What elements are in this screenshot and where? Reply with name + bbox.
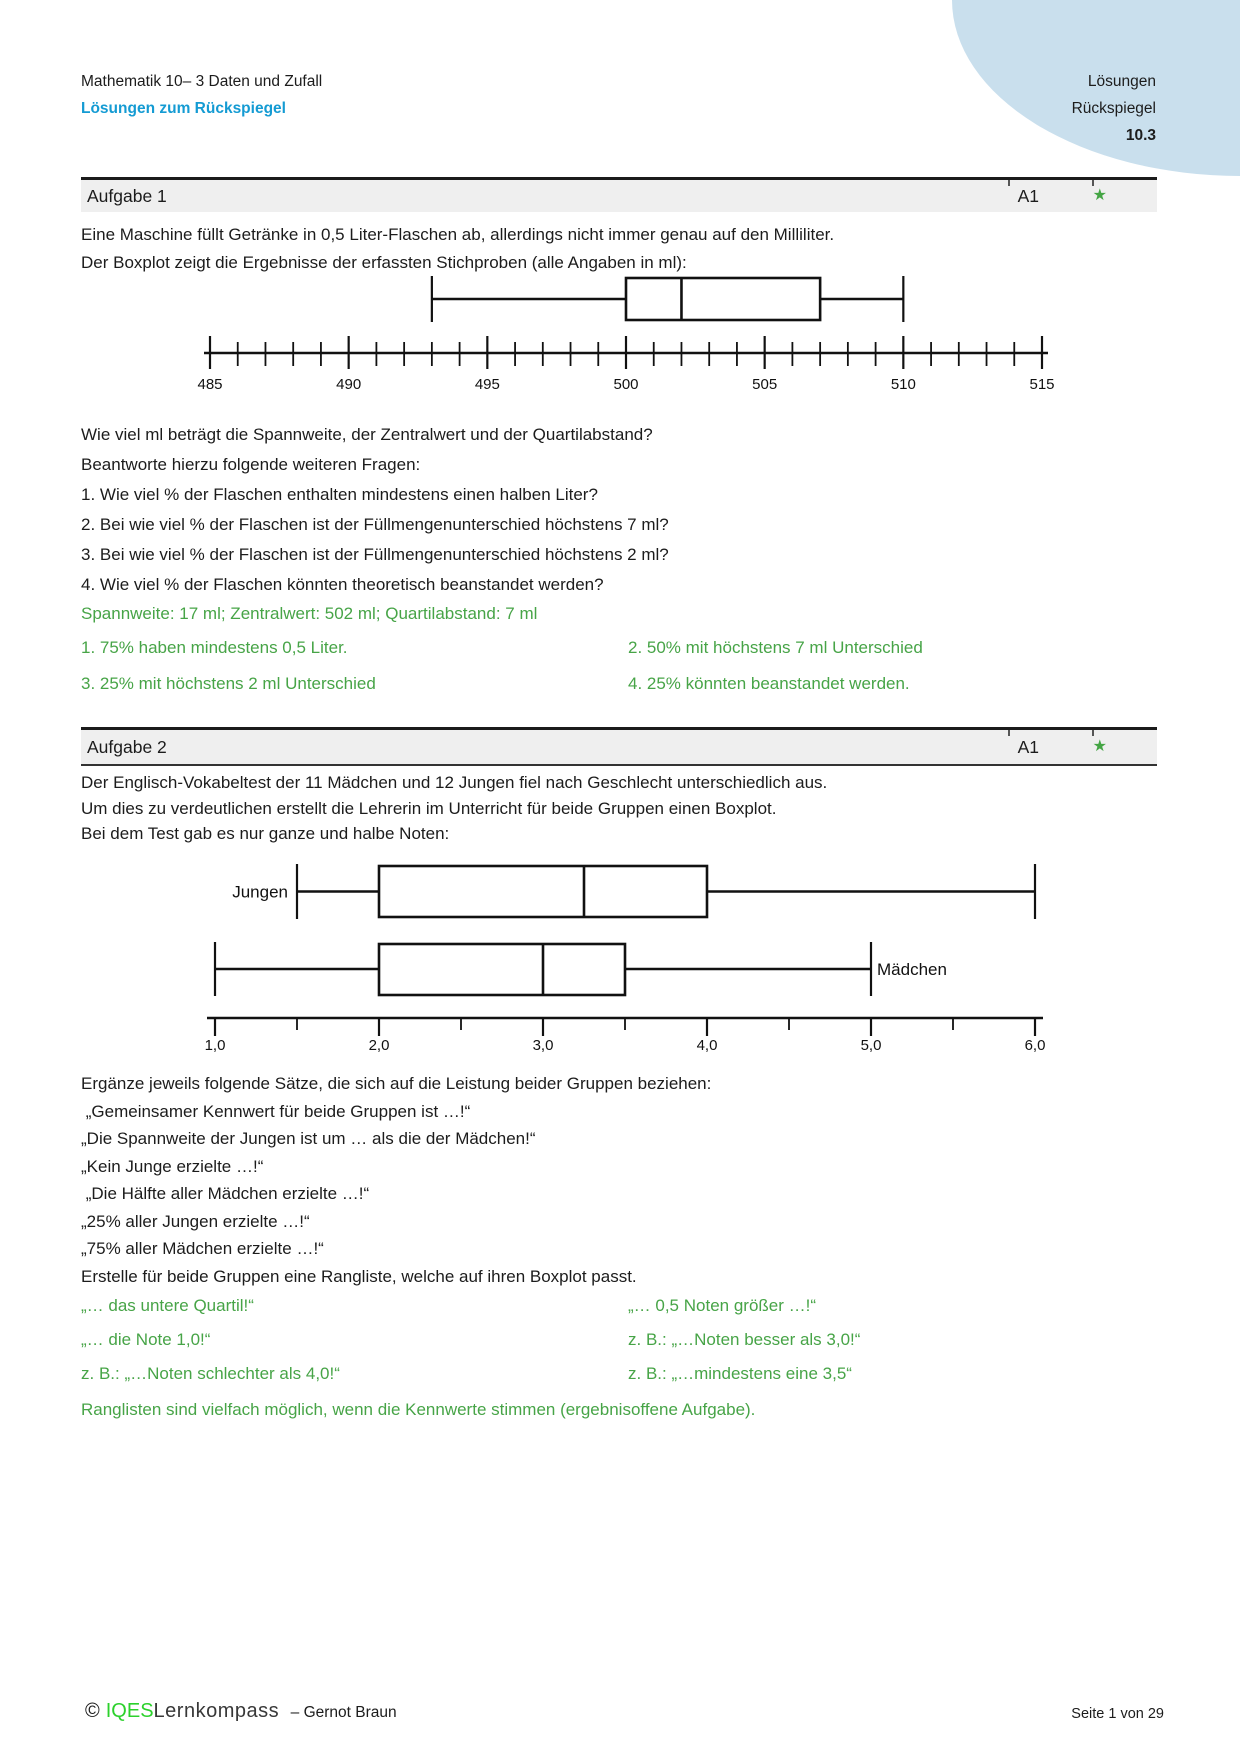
task1-question-lead: Wie viel ml beträgt die Spannweite, der Zentralwert und der Quartilabstand? bbox=[81, 425, 653, 444]
task2-sentence-5: „25% aller Jungen erzielte …!“ bbox=[81, 1211, 310, 1231]
series-label: Jungen bbox=[232, 882, 288, 902]
task2-sentence-3: „Kein Junge erzielte …!“ bbox=[81, 1156, 264, 1176]
iqr-box bbox=[379, 866, 707, 917]
task1-answer-2: 2. 50% mit höchstens 7 ml Unterschied bbox=[628, 638, 923, 657]
task2-fill-in-heading: Ergänze jeweils folgende Sätze, die sich auf die Leistung beider Gruppen beziehen: bbox=[81, 1074, 712, 1093]
task2-answer-row1 bbox=[81, 1296, 1159, 1316]
chapter-number: 10.3 bbox=[1125, 127, 1156, 144]
page-title: Lösungen zum Rückspiegel bbox=[81, 100, 286, 117]
task2-sentence-4: „Die Hälfte aller Mädchen erzielte …!“ bbox=[81, 1184, 370, 1203]
boxplot-ml-chart bbox=[0, 268, 1240, 398]
axis-tick-label: 3,0 bbox=[532, 1037, 554, 1054]
axis-tick-label: 2,0 bbox=[368, 1037, 390, 1054]
axis-tick-label: 5,0 bbox=[860, 1037, 882, 1054]
bar-divider bbox=[1092, 180, 1094, 186]
boxplot-noten-chart bbox=[0, 845, 1240, 1060]
task1-answer-row1 bbox=[81, 638, 1159, 658]
task2-intro-line1: Der Englisch-Vokabeltest der 11 Mädchen und 12 Jungen fiel nach Geschlecht unterschiedlich aus. bbox=[81, 773, 828, 792]
task2-answer-4: z. B.: „…Noten besser als 3,0!“ bbox=[628, 1330, 861, 1349]
iqr-box bbox=[379, 944, 625, 995]
task2-answer-2: „… 0,5 Noten größer …!“ bbox=[628, 1296, 817, 1315]
axis-tick-label: 495 bbox=[474, 376, 500, 393]
task1-intro-line1: Eine Maschine füllt Getränke in 0,5 Liter-Flaschen ab, allerdings nicht immer genau auf den Milliliter. bbox=[81, 225, 835, 244]
footer-brand bbox=[85, 1700, 397, 1723]
header-right-line1: Lösungen bbox=[1087, 73, 1156, 90]
task2-answer-row3 bbox=[81, 1364, 1159, 1384]
axis-tick-label: 490 bbox=[336, 376, 362, 393]
task1-answer-1: 1. 75% haben mindestens 0,5 Liter. bbox=[81, 638, 348, 657]
task2-sentence-1: „Gemeinsamer Kennwert für beide Gruppen ist …!“ bbox=[81, 1101, 471, 1121]
header-right-line2: Rückspiegel bbox=[1071, 100, 1156, 117]
task2-intro-line3: Bei dem Test gab es nur ganze und halbe Noten: bbox=[81, 824, 450, 843]
axis-tick-label: 485 bbox=[197, 376, 223, 393]
brand-iqes: IQES bbox=[105, 1700, 154, 1722]
task1-question-3: 3. Bei wie viel % der Flaschen ist der Füllmengenunterschied höchstens 2 ml? bbox=[81, 545, 669, 564]
axis-tick-label: 515 bbox=[1029, 376, 1055, 393]
bar-divider bbox=[1092, 730, 1094, 736]
task2-intro-line2: Um dies zu verdeutlichen erstellt die Lehrerin im Unterricht für beide Gruppen einen Boxplot. bbox=[81, 798, 777, 818]
axis-tick-label: 505 bbox=[752, 376, 778, 393]
axis-tick-label: 4,0 bbox=[696, 1037, 718, 1054]
header-left bbox=[81, 72, 322, 119]
task2-answer-6: z. B.: „…mindestens eine 3,5“ bbox=[628, 1364, 852, 1383]
task1-intro-line2: Der Boxplot zeigt die Ergebnisse der erfassten Stichproben (alle Angaben in ml): bbox=[81, 253, 687, 272]
task1-answer-3: 3. 25% mit höchstens 2 ml Unterschied bbox=[81, 674, 376, 693]
task2-answer-1: „… das untere Quartil!“ bbox=[81, 1296, 254, 1315]
footer-author: – Gernot Braun bbox=[290, 1704, 397, 1721]
difficulty-star-icon: ★ bbox=[1092, 738, 1107, 755]
task2-fill-in-block bbox=[81, 1070, 711, 1290]
task1-header-bar bbox=[81, 177, 1157, 212]
task1-question-4: 4. Wie viel % der Flaschen könnten theoretisch beanstandet werden? bbox=[81, 575, 604, 594]
task2-answer-3: „… die Note 1,0!“ bbox=[81, 1330, 211, 1349]
task2-answer-note: Ranglisten sind vielfach möglich, wenn die Kennwerte stimmen (ergebnisoffene Aufgabe). bbox=[81, 1400, 756, 1419]
iqr-box bbox=[626, 278, 820, 320]
copyright-icon: © bbox=[85, 1700, 100, 1722]
task2-intro bbox=[81, 770, 827, 847]
task1-question-2: 2. Bei wie viel % der Flaschen ist der Füllmengenunterschied höchstens 7 ml? bbox=[81, 515, 669, 534]
task1-question-1: 1. Wie viel % der Flaschen enthalten mindestens einen halben Liter? bbox=[81, 485, 598, 504]
task2-answer-5: z. B.: „…Noten schlechter als 4,0!“ bbox=[81, 1364, 340, 1383]
task1-answer-summary: Spannweite: 17 ml; Zentralwert: 502 ml; Quartilabstand: 7 ml bbox=[81, 604, 538, 623]
task2-ranking-task: Erstelle für beide Gruppen eine Rangliste, welche auf ihren Boxplot passt. bbox=[81, 1266, 637, 1286]
task2-sentence-6: „75% aller Mädchen erzielte …!“ bbox=[81, 1239, 324, 1258]
series-label: Mädchen bbox=[877, 960, 947, 979]
bar-divider bbox=[1008, 730, 1010, 736]
task1-title: Aufgabe 1 bbox=[87, 186, 167, 206]
course-title: Mathematik 10– 3 Daten und Zufall bbox=[81, 73, 323, 90]
axis-tick-label: 1,0 bbox=[204, 1037, 226, 1054]
task2-header-bar bbox=[81, 727, 1157, 766]
axis-tick-label: 510 bbox=[890, 376, 916, 393]
task2-answer-row2 bbox=[81, 1330, 1159, 1350]
task1-questions bbox=[81, 420, 669, 600]
task1-question-sub: Beantworte hierzu folgende weiteren Fragen: bbox=[81, 455, 421, 474]
axis-tick-label: 500 bbox=[613, 376, 639, 393]
bar-divider bbox=[1008, 180, 1010, 186]
difficulty-star-icon: ★ bbox=[1092, 187, 1107, 204]
task1-answer-row2 bbox=[81, 674, 1159, 694]
axis-tick-label: 6,0 bbox=[1024, 1037, 1046, 1054]
task2-code-badge: A1 bbox=[1017, 737, 1039, 757]
task2-sentence-2: „Die Spannweite der Jungen ist um … als die der Mädchen!“ bbox=[81, 1129, 536, 1148]
task2-title: Aufgabe 2 bbox=[87, 737, 167, 757]
header-right bbox=[1072, 72, 1156, 146]
task1-code-badge: A1 bbox=[1017, 186, 1039, 206]
task1-answer-4: 4. 25% könnten beanstandet werden. bbox=[628, 674, 910, 693]
brand-lernkompass: Lernkompass bbox=[153, 1700, 280, 1722]
page-number: Seite 1 von 29 bbox=[1071, 1706, 1164, 1722]
